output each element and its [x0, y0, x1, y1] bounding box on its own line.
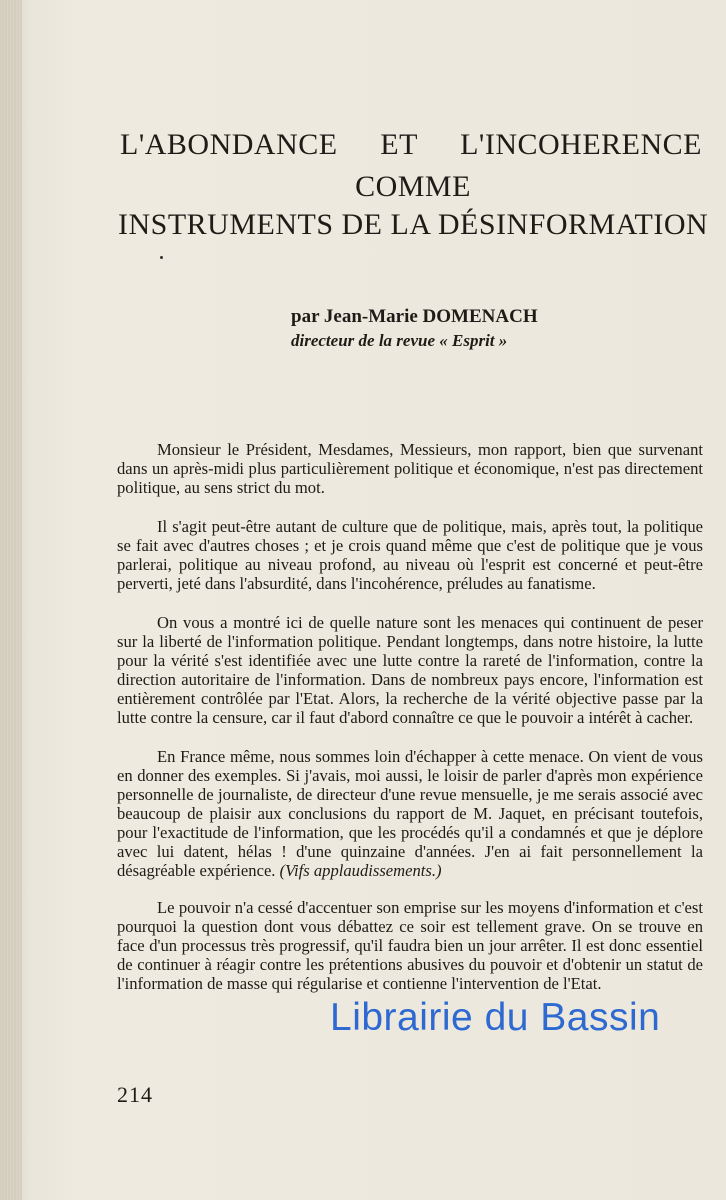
book-spine-edge: [0, 0, 22, 1200]
title-line-1: L'ABONDANCE ET L'INCOHERENCE: [120, 128, 702, 161]
page-number: 214: [117, 1082, 153, 1107]
author-byline: par Jean-Marie DOMENACH: [291, 306, 538, 327]
watermark: Librairie du Bassin: [330, 996, 661, 1039]
paragraph-4: [117, 747, 703, 880]
applause-note: (Vifs applaudissements.): [279, 861, 442, 880]
paragraph-1: Monsieur le Président, Mesdames, Messieurs, mon rapport, bien que survenant dans un après-midi plus particulièrement politique et économique, n'est pas directement politique, au sens strict du mot.: [117, 440, 703, 497]
paragraph-2: Il s'agit peut-être autant de culture que de politique, mais, après tout, la politique se fait avec d'autres choses ; et je crois quand même que c'est de politique que je vous parlerai, politique au niveau profond, au niveau où l'esprit est concerné et peut-être perverti, jeté dans l'absurdité, dans l'incohérence, préludes au fanatisme.: [117, 517, 703, 593]
title-line-2: COMME: [355, 170, 471, 203]
article-body: [117, 440, 703, 1013]
title-line-3: INSTRUMENTS DE LA DÉSINFORMATION: [118, 208, 709, 241]
ink-speck: [160, 256, 163, 259]
paragraph-3: On vous a montré ici de quelle nature sont les menaces qui continuent de peser sur la liberté de l'information politique. Pendant longtemps, dans notre histoire, la lutte pour la vérité s'est identifiée avec une lutte contre la rareté de l'information, contre la direction autoritaire de l'information. Dans de nombreux pays encore, l'information est entièrement contrôlée par l'Etat. Alors, la recherche de la vérité objective passe par la lutte contre la censure, car il faut d'abord connaître ce que le pouvoir a intérêt à cacher.: [117, 613, 703, 727]
paragraph-4-text: En France même, nous sommes loin d'échapper à cette menace. On vient de vous en donner des exemples. Si j'avais, moi aussi, le loisir de parler d'après mon expérience personnelle de journaliste, de directeur d'une revue mensuelle, je me serais associé avec beaucoup de plaisir aux conclusions du rapport de M. Jaquet, en précisant toutefois, pour l'exactitude de l'information, que les procédés qu'il a condamnés et que je déplore avec lui datent, hélas ! d'une quinzaine d'années. J'en ai fait personnellement la désagréable expérience.: [117, 747, 703, 880]
author-role: directeur de la revue « Esprit »: [291, 331, 508, 350]
paragraph-5: Le pouvoir n'a cessé d'accentuer son emprise sur les moyens d'information et c'est pourquoi la question dont vous débattez ce soir est tellement grave. On se trouve en face d'un processus très progressif, qu'il faudra bien un jour arrêter. Il est donc essentiel de continuer à réagir contre les prétentions abusives du pouvoir et d'obtenir un statut de l'information de masse qui régularise et contienne l'intervention de l'Etat.: [117, 898, 703, 993]
